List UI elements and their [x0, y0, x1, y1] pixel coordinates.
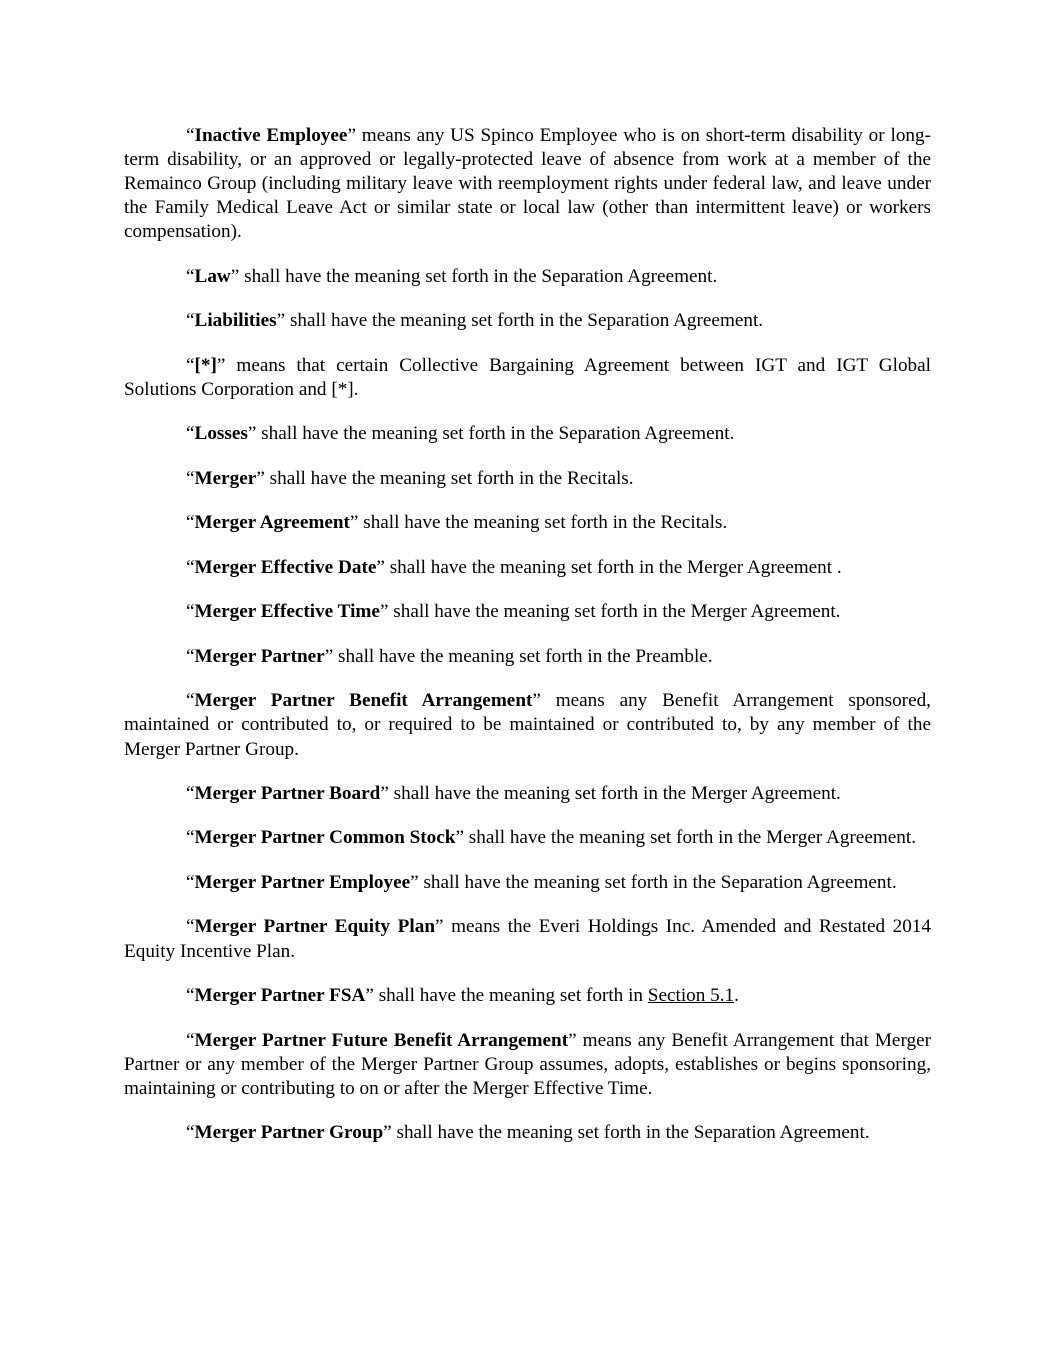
- definition-collective-bargaining-agreement: “[*]” means that certain Collective Bargaining Agreement between IGT and IGT Global Solutions Corporation and [*].: [124, 354, 931, 400]
- definition-liabilities: “Liabilities” shall have the meaning set forth in the Separation Agreement.: [186, 310, 764, 332]
- definition-text: shall have the meaning set forth in the Separation Agreement.: [391, 1122, 870, 1144]
- definition-text: shall have the meaning set forth in the Separation Agreement.: [418, 871, 897, 893]
- definition-text: shall have the meaning set forth in the Merger Agreement .: [384, 556, 842, 578]
- defined-term: Merger Partner Future Benefit Arrangement: [194, 1029, 569, 1051]
- defined-term: Merger Partner Equity Plan: [194, 916, 436, 938]
- defined-term: Merger Agreement: [194, 512, 350, 534]
- defined-term: Merger Partner Common Stock: [194, 827, 456, 849]
- section-reference-link[interactable]: Section 5.1: [647, 985, 735, 1007]
- defined-term: Losses: [194, 423, 248, 445]
- definition-merger-effective-time: “Merger Effective Time” shall have the meaning set forth in the Merger Agreement.: [186, 601, 841, 623]
- definition-merger-partner-benefit-arrangement: “Merger Partner Benefit Arrangement” means any Benefit Arrangement sponsored, maintained or contributed to, or required to be maintained or contributed to, by any member of the Merger Partner Group.: [124, 690, 931, 760]
- definition-merger-partner-group: “Merger Partner Group” shall have the meaning set forth in the Separation Agreement.: [186, 1122, 870, 1144]
- definition-merger-partner: “Merger Partner” shall have the meaning set forth in the Preamble.: [186, 645, 713, 667]
- definition-text: shall have the meaning set forth in the Separation Agreement.: [256, 423, 735, 445]
- definition-merger-partner-fsa: “Merger Partner FSA” shall have the meaning set forth in Section 5.1.: [186, 985, 739, 1007]
- definition-text: shall have the meaning set forth in the Merger Agreement.: [388, 782, 841, 804]
- definition-merger-partner-board: “Merger Partner Board” shall have the meaning set forth in the Merger Agreement.: [186, 782, 841, 804]
- definition-merger: “Merger” shall have the meaning set forth in the Recitals.: [186, 467, 634, 489]
- defined-term: Liabilities: [194, 310, 277, 332]
- defined-term: Merger Effective Date: [194, 556, 377, 578]
- defined-term: Merger Partner Employee: [194, 871, 411, 893]
- defined-term: Inactive Employee: [194, 125, 348, 146]
- definition-text-end: .: [734, 985, 739, 1007]
- definition-text: means that certain Collective Bargaining Agreement between IGT and IGT Global Solutions Corporation and [*].: [124, 354, 931, 400]
- definition-merger-partner-future-benefit-arrangement: “Merger Partner Future Benefit Arrangement” means any Benefit Arrangement that Merger Partner or any member of the Merger Partner Group assumes, adopts, establishes or begins sponsoring, maintaining or contributing to on or after the Merger Effective Time.: [124, 1029, 931, 1099]
- defined-term: Merger Effective Time: [194, 601, 380, 623]
- defined-term: Merger: [194, 467, 257, 489]
- definition-text: means any Benefit Arrangement sponsored, maintained or contributed to, or required to be maintained or contributed to, by any member of the Merger Partner Group.: [124, 690, 931, 760]
- definition-merger-partner-equity-plan: “Merger Partner Equity Plan” means the Everi Holdings Inc. Amended and Restated 2014 Equity Incentive Plan.: [124, 916, 931, 962]
- definition-text: shall have the meaning set forth in the Merger Agreement.: [388, 601, 841, 623]
- definition-text: means any Benefit Arrangement that Merger Partner or any member of the Merger Partner Group assumes, adopts, establishes or begins sponsoring, maintaining or contributing to on or after the Merger Effective Time.: [124, 1029, 931, 1099]
- definition-text: shall have the meaning set forth in the Recitals.: [264, 467, 634, 489]
- definition-merger-partner-common-stock: “Merger Partner Common Stock” shall have the meaning set forth in the Merger Agreement.: [186, 827, 916, 849]
- defined-term: Merger Partner FSA: [194, 985, 366, 1007]
- definition-text: shall have the meaning set forth in the Preamble.: [333, 645, 713, 667]
- document-page: [124, 124, 931, 1166]
- defined-term: Merger Partner: [194, 645, 325, 667]
- definition-text: means the Everi Holdings Inc. Amended and Restated 2014 Equity Incentive Plan.: [124, 916, 931, 962]
- definition-merger-agreement: “Merger Agreement” shall have the meaning set forth in the Recitals.: [186, 512, 728, 534]
- defined-term: Merger Partner Board: [194, 782, 381, 804]
- definition-merger-partner-employee: “Merger Partner Employee” shall have the meaning set forth in the Separation Agreement.: [186, 871, 897, 893]
- definition-losses: “Losses” shall have the meaning set forth in the Separation Agreement.: [186, 423, 735, 445]
- definition-text: shall have the meaning set forth in the Recitals.: [358, 512, 728, 534]
- definition-merger-effective-date: “Merger Effective Date” shall have the meaning set forth in the Merger Agreement .: [186, 556, 842, 578]
- definition-inactive-employee: “Inactive Employee” means any US Spinco Employee who is on short-term disability or long-term disability, or an approved or legally-protected leave of absence from work at a member of the Remainco Group (including military leave with reemployment rights under federal law, and leave under the Family Medical Leave Act or similar state or local law (other than intermittent leave) or workers compensation).: [124, 125, 931, 243]
- definition-law: “Law” shall have the meaning set forth in the Separation Agreement.: [186, 265, 718, 287]
- definition-text: shall have the meaning set forth in the Separation Agreement.: [285, 310, 764, 332]
- defined-term: [*]: [194, 354, 217, 376]
- definition-text: means any US Spinco Employee who is on short-term disability or long-term disability, or an approved or legally-protected leave of absence from work at a member of the Remainco Group (including military leave with reemployment rights under federal law, and leave under the Family Medical Leave Act or similar state or local law (other than intermittent leave) or workers compensation).: [124, 125, 931, 243]
- definition-text: shall have the meaning set forth in the Separation Agreement.: [239, 265, 718, 287]
- definition-text: shall have the meaning set forth in the Merger Agreement.: [463, 827, 916, 849]
- defined-term: Merger Partner Group: [194, 1122, 384, 1144]
- defined-term: Law: [194, 265, 231, 287]
- definition-text: shall have the meaning set forth in: [373, 985, 648, 1007]
- defined-term: Merger Partner Benefit Arrangement: [194, 690, 533, 712]
